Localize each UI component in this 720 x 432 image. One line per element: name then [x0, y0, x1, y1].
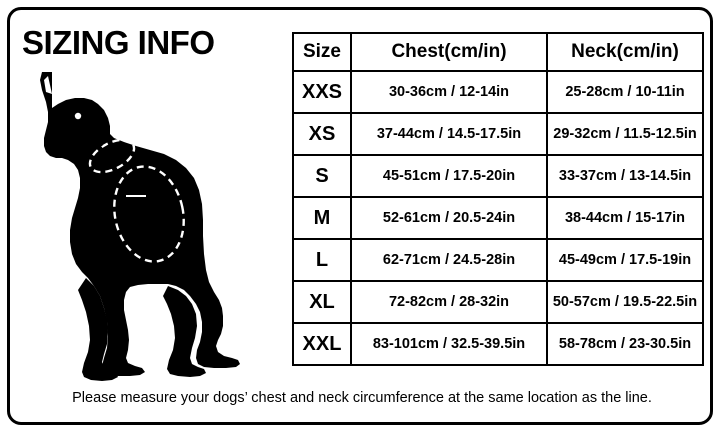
- cell-chest: 62-71cm / 24.5-28in: [351, 239, 547, 281]
- cell-neck: 50-57cm / 19.5-22.5in: [547, 281, 703, 323]
- cell-size: XXL: [293, 323, 351, 365]
- cell-neck: 38-44cm / 15-17in: [547, 197, 703, 239]
- cell-size: XL: [293, 281, 351, 323]
- chest-label: CHEST: [140, 220, 177, 231]
- size-table: [292, 32, 704, 366]
- cell-size: XXS: [293, 71, 351, 113]
- cell-neck: 45-49cm / 17.5-19in: [547, 239, 703, 281]
- cell-chest: 52-61cm / 20.5-24in: [351, 197, 547, 239]
- cell-size: L: [293, 239, 351, 281]
- cell-size: XS: [293, 113, 351, 155]
- table-row: [293, 155, 703, 197]
- cell-neck: 33-37cm / 13-14.5in: [547, 155, 703, 197]
- cell-chest: 83-101cm / 32.5-39.5in: [351, 323, 547, 365]
- measurement-note: Please measure your dogs’ chest and neck circumference at the same location as the line.: [72, 390, 652, 406]
- table-row: [293, 71, 703, 113]
- cell-chest: 72-82cm / 28-32in: [351, 281, 547, 323]
- cell-neck: 25-28cm / 10-11in: [547, 71, 703, 113]
- column-header-size: Size: [293, 33, 351, 71]
- cell-chest: 37-44cm / 14.5-17.5in: [351, 113, 547, 155]
- column-header-chest: Chest(cm/in): [351, 33, 547, 71]
- size-table-wrapper: [292, 32, 702, 366]
- card-content: [18, 18, 702, 414]
- cell-size: M: [293, 197, 351, 239]
- column-header-neck: Neck(cm/in): [547, 33, 703, 71]
- table-row: [293, 197, 703, 239]
- cell-neck: 29-32cm / 11.5-12.5in: [547, 113, 703, 155]
- page-title: SIZING INFO: [22, 24, 215, 61]
- table-row: [293, 113, 703, 155]
- dog-silhouette-icon: [18, 64, 283, 384]
- neck-label: NECK: [73, 138, 104, 149]
- cell-size: S: [293, 155, 351, 197]
- table-row: [293, 323, 703, 365]
- table-header-row: [293, 33, 703, 71]
- diagram-column: [18, 18, 288, 388]
- cell-chest: 45-51cm / 17.5-20in: [351, 155, 547, 197]
- cell-chest: 30-36cm / 12-14in: [351, 71, 547, 113]
- table-row: [293, 281, 703, 323]
- cell-neck: 58-78cm / 23-30.5in: [547, 323, 703, 365]
- table-row: [293, 239, 703, 281]
